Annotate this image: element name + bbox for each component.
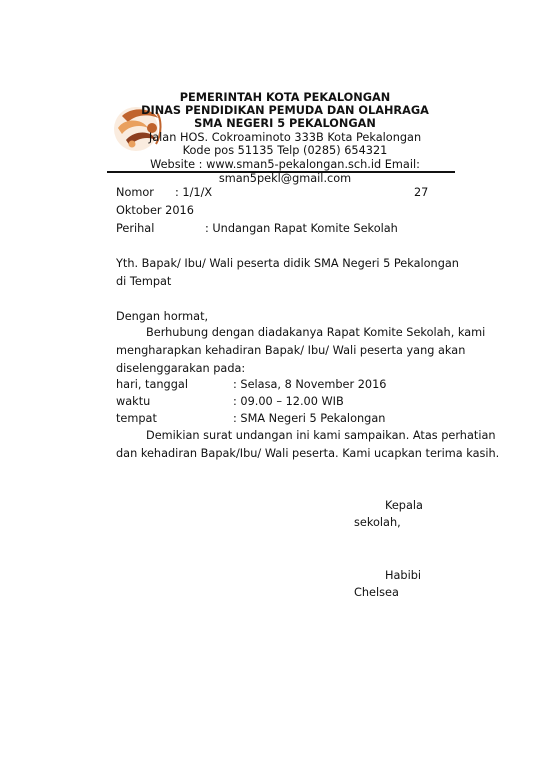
signature-title-1: Kepala xyxy=(385,499,423,512)
tempat-value: : SMA Negeri 5 Pekalongan xyxy=(233,412,386,425)
header-postal: Kode pos 51135 Telp (0285) 654321 xyxy=(182,144,388,157)
body-line-2: mengharapkan kehadiran Bapak/ Ibu/ Wali peserta yang akan xyxy=(116,344,466,357)
header-school-name: SMA NEGERI 5 PEKALONGAN xyxy=(194,117,376,130)
waktu-label: waktu xyxy=(116,395,151,408)
recipient-line-1: Yth. Bapak/ Ibu/ Wali peserta didik SMA Negeri 5 Pekalongan xyxy=(116,257,459,270)
body-line-3: diselenggarakan pada: xyxy=(116,362,246,375)
greeting: Dengan hormat, xyxy=(116,310,209,323)
header-website: Website : www.sman5-pekalongan.sch.id Email: xyxy=(150,158,420,171)
date-month-year: Oktober 2016 xyxy=(116,204,194,217)
hari-label: hari, tanggal xyxy=(116,378,188,391)
hari-value: : Selasa, 8 November 2016 xyxy=(233,378,387,391)
closing-line-1: Demikian surat undangan ini kami sampaikan. Atas perhatian xyxy=(146,429,496,442)
signature-name-1: Habibi xyxy=(385,569,422,582)
header-department: DINAS PENDIDIKAN PEMUDA DAN OLAHRAGA xyxy=(141,104,429,117)
perihal-label: Perihal xyxy=(116,222,155,235)
waktu-value: : 09.00 – 12.00 WIB xyxy=(233,395,344,408)
signature-name-2: Chelsea xyxy=(354,586,399,599)
header-email: sman5pekl@gmail.com xyxy=(218,172,352,185)
recipient-line-2: di Tempat xyxy=(116,275,172,288)
body-line-1: Berhubung dengan diadakanya Rapat Komite Sekolah, kami xyxy=(146,326,486,339)
tempat-label: tempat xyxy=(116,412,157,425)
header-address: Jalan HOS. Cokroaminoto 333B Kota Pekalongan xyxy=(148,131,422,144)
perihal-value: : Undangan Rapat Komite Sekolah xyxy=(205,222,398,235)
signature-title-2: sekolah, xyxy=(354,516,401,529)
header-government: PEMERINTAH KOTA PEKALONGAN xyxy=(179,91,391,104)
date-day: 27 xyxy=(414,186,429,199)
nomor-value: : 1/1/X xyxy=(175,186,213,199)
nomor-label: Nomor xyxy=(116,186,154,199)
closing-line-2: dan kehadiran Bapak/Ibu/ Wali peserta. Kami ucapkan terima kasih. xyxy=(116,447,500,460)
